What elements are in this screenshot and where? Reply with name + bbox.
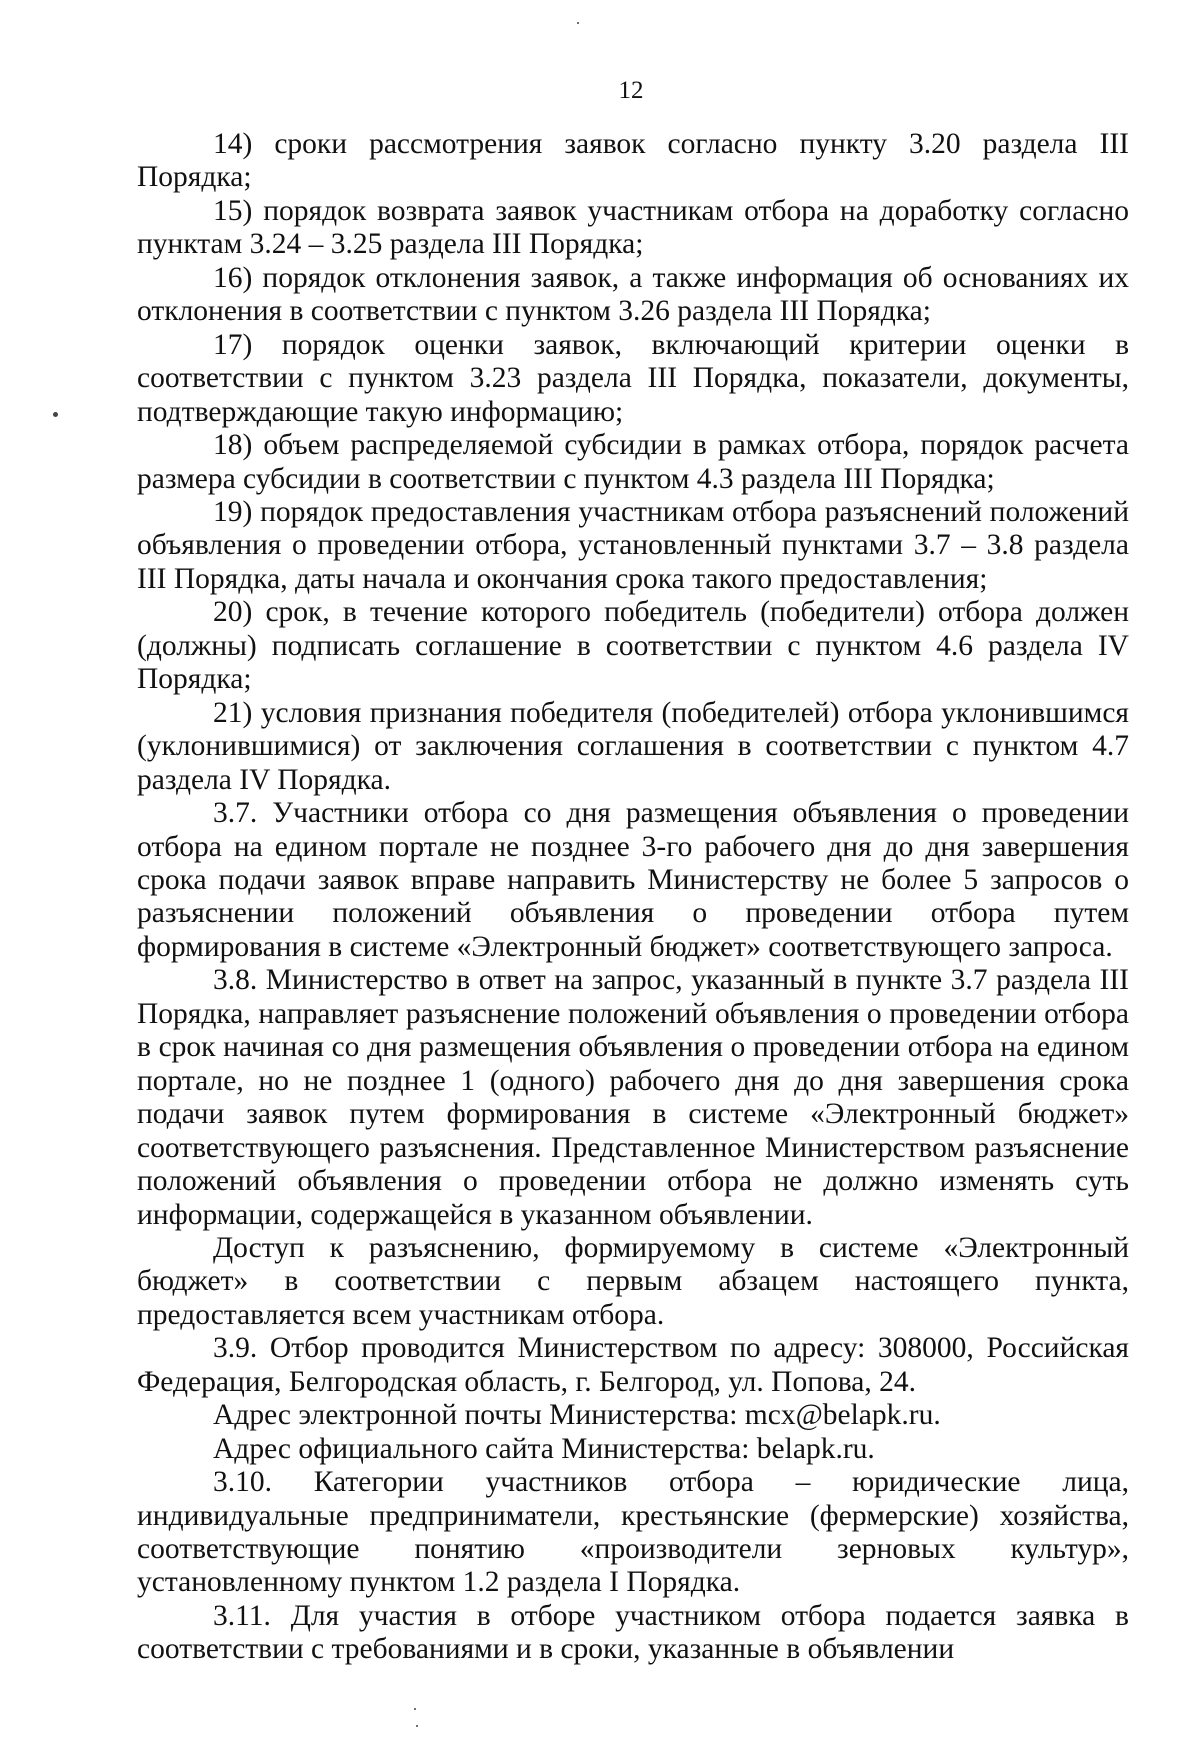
paragraph-item-17: 17) порядок оценки заявок, включающий критерии оценки в соответствии с пунктом 3.23 раздела III Порядка, показатели, документы, подтверждающие такую информацию;: [137, 328, 1129, 428]
paragraph-item-14: 14) сроки рассмотрения заявок согласно пункту 3.20 раздела III Порядка;: [137, 128, 1129, 194]
paragraph-item-21: 21) условия признания победителя (победителей) отбора уклонившимся (уклонившимися) от заключения соглашения в соответствии с пунктом 4.7 раздела IV Порядка.: [137, 696, 1129, 796]
paragraph-item-19: 19) порядок предоставления участникам отбора разъяснений положений объявления о проведении отбора, установленный пунктами 3.7 – 3.8 раздела III Порядка, даты начала и окончания срока такого предоставления;: [137, 495, 1129, 595]
paragraph-item-18: 18) объем распределяемой субсидии в рамках отбора, порядок расчета размера субсидии в соответствии с пунктом 4.3 раздела III Порядка;: [137, 429, 1129, 495]
paragraph-clause-3-8-access: Доступ к разъяснению, формируемому в системе «Электронный бюджет» в соответствии с первым абзацем настоящего пункта, предоставляется всем участникам отбора.: [137, 1231, 1129, 1331]
paragraph-clause-3-9: 3.9. Отбор проводится Министерством по адресу: 308000, Российская Федерация, Белгородская область, г. Белгород, ул. Попова, 24.: [137, 1332, 1129, 1398]
paragraph-clause-3-11: 3.11. Для участия в отборе участником отбора подается заявка в соответствии с требованиями и в сроки, указанные в объявлении: [137, 1599, 1129, 1666]
scan-speck: [577, 22, 579, 24]
scan-speck: [53, 412, 58, 417]
document-body: [137, 128, 1129, 1667]
paragraph-clause-3-10: 3.10. Категории участников отбора – юридические лица, индивидуальные предприниматели, крестьянские (фермерские) хозяйства, соответствующие понятию «производители зерновых культур», установленному пунктом 1.2 раздела I Порядка.: [137, 1466, 1129, 1599]
paragraph-website-address: Адрес официального сайта Министерства: belapk.ru.: [213, 1432, 875, 1465]
page-number: 12: [618, 77, 644, 104]
paragraph-clause-3-7: 3.7. Участники отбора со дня размещения объявления о проведении отбора на едином портале не позднее 3-го рабочего дня до дня завершения срока подачи заявок вправе направить Министерству не более 5 запросов о разъяснении положений объявления о проведении отбора путем формирования в системе «Электронный бюджет» соответствующего запроса.: [137, 797, 1129, 963]
paragraph-item-16: 16) порядок отклонения заявок, а также информация об основаниях их отклонения в соответствии с пунктом 3.26 раздела III Порядка;: [137, 261, 1129, 328]
paragraph-email-address: Адрес электронной почты Министерства: mcx@belapk.ru.: [213, 1399, 941, 1432]
paragraph-item-15: 15) порядок возврата заявок участникам отбора на доработку согласно пунктам 3.24 – 3.25 раздела III Порядка;: [137, 194, 1129, 261]
paragraph-item-20: 20) срок, в течение которого победитель (победители) отбора должен (должны) подписать соглашение в соответствии с пунктом 4.6 раздела IV Порядка;: [137, 596, 1129, 696]
scan-speck: [414, 1708, 416, 1710]
paragraph-clause-3-8: 3.8. Министерство в ответ на запрос, указанный в пункте 3.7 раздела III Порядка, направляет разъяснение положений объявления о проведении отбора в срок начиная со дня размещения объявления о проведении отбора на едином портале, но не позднее 1 (одного) рабочего дня до дня завершения срока подачи заявок путем формирования в системе «Электронный бюджет» соответствующего разъяснения. Представленное Министерством разъяснение положений объявления о проведении отбора не должно изменять суть информации, содержащейся в указанном объявлении.: [137, 964, 1129, 1231]
scan-speck: [416, 1725, 418, 1727]
